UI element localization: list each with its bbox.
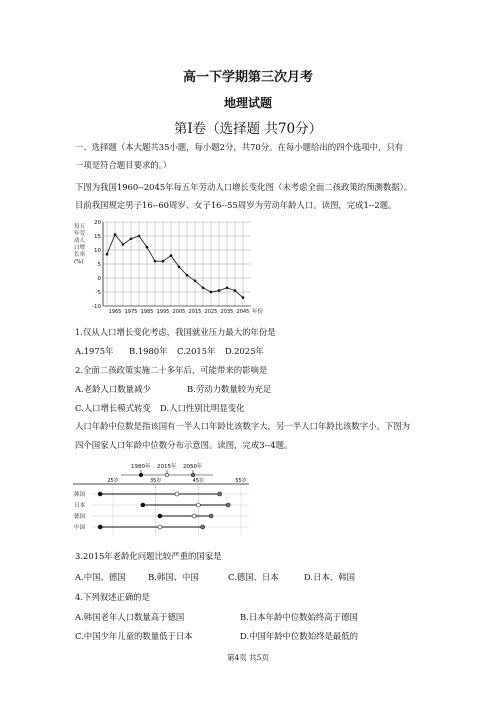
x-tick-label: 1995 — [156, 309, 170, 315]
q1-options — [75, 345, 495, 357]
q3-options — [75, 571, 495, 583]
age-axis-label: 55岁 — [235, 478, 247, 484]
data-point — [210, 291, 213, 294]
series-line — [107, 235, 243, 298]
q2-stem: 2.全面二孩政策实施二十多年后，可能带来的影响是 — [75, 365, 268, 375]
y-axis-label-line: 年劳 — [74, 231, 86, 237]
data-point — [226, 287, 229, 290]
data-point — [194, 280, 197, 283]
intro2-line-1: 人口年龄中位数是指该国有一半人口年龄比该数字大，另一半人口年龄比该数字小。下图为 — [75, 421, 410, 431]
y-tick-label: 10 — [94, 248, 101, 254]
data-point — [242, 296, 245, 299]
data-point — [162, 260, 165, 263]
median-age-point — [201, 525, 205, 529]
data-point — [114, 233, 117, 236]
x-tick-label: 2025 — [204, 309, 218, 315]
data-point — [234, 289, 237, 292]
x-tick-label: 1975 — [124, 309, 138, 315]
page-footer: 第4页 共5页 — [227, 653, 269, 662]
subject-title: 地理试题 — [223, 96, 272, 110]
q1-option-a[interactable]: A.1975年 — [75, 346, 114, 356]
y-axis-label-line: 动人 — [74, 238, 86, 244]
country-label: 德国 — [74, 514, 86, 520]
y-axis-label-line: 长率 — [74, 252, 86, 258]
q3-option-d[interactable]: D.日本、韩国 — [304, 572, 355, 582]
country-label: 韩国 — [74, 492, 86, 498]
q1-option-b[interactable]: B.1980年 — [129, 346, 168, 356]
legend-marker — [191, 473, 195, 477]
x-tick-label: 1985 — [140, 309, 154, 315]
x-tick-label: 2035 — [220, 309, 234, 315]
median-age-point — [98, 525, 102, 529]
age-axis-label: 25岁 — [107, 478, 119, 484]
median-age-chart — [73, 458, 253, 540]
q2-option-c[interactable]: C.人口增长模式转变 — [75, 403, 151, 413]
legend-marker — [165, 473, 169, 477]
exam-title: 高一下学期第三次月考 — [182, 70, 313, 85]
data-point — [130, 238, 133, 241]
y-tick-label: -5 — [95, 290, 101, 296]
median-age-point — [158, 525, 162, 529]
intro2-line-2: 四个国家人口年龄中位数分布示意图。读图，完成3--4题。 — [75, 440, 293, 450]
y-axis-label — [74, 222, 86, 265]
data-point — [106, 253, 109, 256]
labor-growth-chart — [73, 216, 273, 320]
y-axis-label-line: (%) — [74, 259, 84, 265]
q4-option-b[interactable]: B.日本年龄中位数始终高于德国 — [240, 612, 358, 622]
data-point — [218, 289, 221, 292]
q2-option-b[interactable]: B.劳动力数量较为充足 — [187, 384, 272, 394]
q1-option-c[interactable]: C.2015年 — [177, 346, 216, 356]
data-point — [170, 254, 173, 257]
median-age-point — [192, 514, 196, 518]
q3-option-a[interactable]: A.中国、德国 — [75, 572, 126, 582]
q4-stem: 4.下列叙述正确的是 — [75, 592, 150, 602]
country-label: 日本 — [74, 503, 86, 509]
legend-label: 1980年 — [131, 464, 151, 470]
y-tick-label: 0 — [97, 276, 101, 282]
data-point — [202, 287, 205, 290]
median-age-point — [98, 492, 102, 496]
y-tick-labels — [92, 220, 101, 310]
data-point — [122, 243, 125, 246]
instructions-line-1: 一、选择题（本大题共35小题，每小题2分，共70分。在每小题给出的四个选项中，只有 — [75, 142, 404, 152]
median-age-point — [158, 514, 162, 518]
q4-option-d[interactable]: D.中国年龄中位数始终是最低的 — [240, 631, 358, 641]
intro1-line-2: 目前我国规定男子16--60周岁、女子16--55周岁为劳动年龄人口。读图，完成1--2题。 — [75, 200, 397, 210]
y-tick-label: 15 — [94, 234, 101, 240]
data-point — [154, 260, 157, 263]
data-point — [186, 274, 189, 277]
q1-option-d[interactable]: D.2025年 — [225, 346, 264, 356]
legend-label: 2015年 — [157, 464, 177, 470]
median-age-point — [141, 503, 145, 507]
y-axis-label-line: 每五 — [74, 224, 86, 230]
x-axis-label: 年份 — [252, 309, 264, 315]
x-tick-label: 2015 — [188, 309, 202, 315]
instructions-line-2: 一项是符合题目要求的。） — [75, 160, 172, 170]
median-age-point — [196, 503, 200, 507]
median-age-point — [209, 514, 213, 518]
q4-option-a[interactable]: A.韩国老年人口数量高于德国 — [75, 612, 185, 622]
country-rows — [74, 490, 249, 531]
country-label: 中国 — [74, 525, 86, 531]
volume-title: 第Ⅰ卷（选择题 共70分） — [173, 121, 323, 137]
y-tick-label: -10 — [92, 304, 101, 310]
data-point — [178, 266, 181, 269]
legend-label: 2050年 — [183, 464, 203, 470]
y-axis-label-line: 口增 — [74, 245, 86, 251]
q2-options-row2 — [75, 402, 495, 414]
intro1-line-1: 下图为我国1960--2045年每五年劳动人口增长变化图（未考虑全面二孩政策的预测数据）。 — [75, 182, 413, 192]
age-axis-label: 35岁 — [149, 478, 162, 484]
data-point — [146, 246, 149, 249]
q1-stem: 1.仅从人口增长变化考虑，我国就业压力最大的年份是 — [75, 327, 276, 337]
x-tick-labels — [109, 309, 250, 315]
x-tick-label: 2045 — [236, 309, 250, 315]
q2-options-row1 — [75, 383, 495, 395]
q3-stem: 3.2015年老龄化问题比较严重的国家是 — [75, 551, 222, 561]
q3-option-c[interactable]: C.德国、日本 — [228, 572, 279, 582]
legend-marker — [139, 473, 143, 477]
q3-option-b[interactable]: B.韩国、中国 — [148, 572, 199, 582]
age-axis-label: 45岁 — [192, 478, 205, 484]
x-tick-label: 1965 — [108, 309, 122, 315]
x-tick-label: 2005 — [172, 309, 186, 315]
y-tick-label: 20 — [94, 220, 101, 226]
q2-option-a[interactable]: A.老龄人口数量减少 — [75, 384, 151, 394]
median-age-point — [218, 492, 222, 496]
chart-legend — [121, 462, 213, 477]
y-tick-label: 5 — [97, 262, 101, 268]
median-age-point — [226, 503, 230, 507]
data-point — [138, 235, 141, 238]
q4-options-row1 — [75, 611, 495, 623]
q4-option-c[interactable]: C.中国少年儿童的数量低于日本 — [75, 631, 193, 641]
median-age-point — [175, 492, 179, 496]
q2-option-d[interactable]: D.人口性别比明显变化 — [160, 403, 245, 413]
q4-options-row2 — [75, 630, 495, 642]
